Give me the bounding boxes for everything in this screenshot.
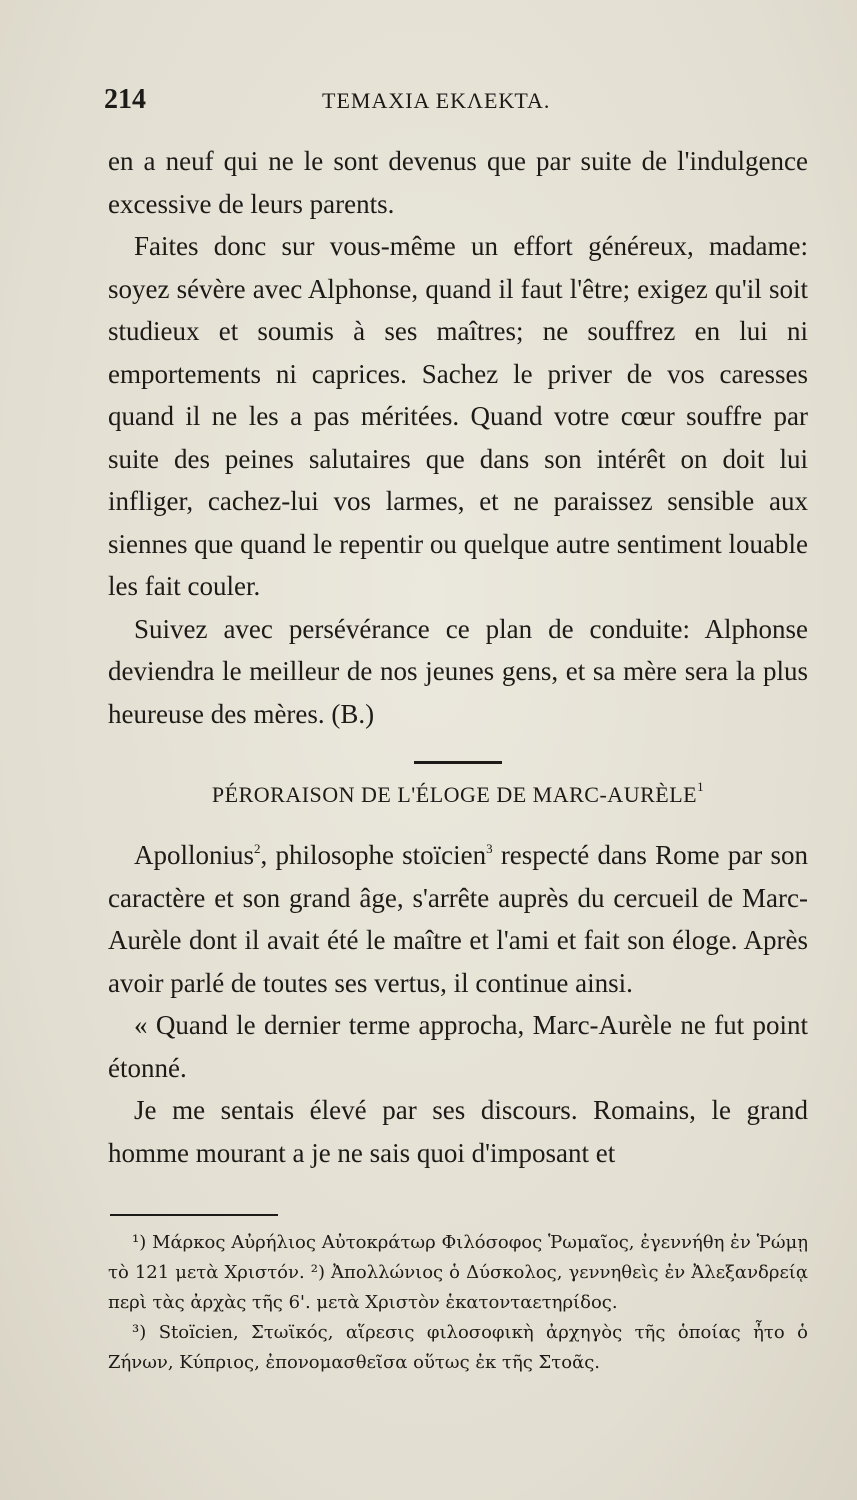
footnote-mark: ²) bbox=[310, 1262, 325, 1283]
paragraph: Faites donc sur vous-même un effort généreux, madame: soyez sévère avec Alphonse, quand il faut l'être; exigez qu'il soit studieux et soumis à ses maîtres; ne souffrez en lui ni emportements ni caprices. Sachez le priver de vos caresses quand il ne les a pas méritées. Quand votre cœur souffre par suite des peines salutaires que dans son intérêt on doit lui infliger, cachez-lui vos larmes, et ne paraissez sensible aux siennes que quand le repentir ou quelque autre sentiment louable les fait couler. bbox=[108, 231, 808, 601]
footnote-text: Ἀπολλώνιος ὁ Δύσκολος, γεννηθεὶς ἐν Ἀλεξανδρείᾳ περὶ τὰς ἀρχὰς τῆς 6'. μετὰ Χριστὸν ἑκατονταετηρίδος. bbox=[108, 1262, 808, 1313]
footnote-text: Μάρκος Αὐρήλιος Αὐτοκράτωρ Φιλόσοφος Ῥωμαῖος, ἐγεννήθη ἐν Ῥώμῃ τὸ 121 μετὰ Χριστόν. bbox=[108, 1232, 808, 1283]
intro-text: respecté dans Rome par son caractère et son grand âge, s'arrête auprès du cercueil de Marc-Aurèle dont il avait été le maître et l'ami et fait son éloge. Après avoir parlé de toutes ses vertus, il continue ainsi. bbox=[108, 840, 808, 998]
footnote-text: Stoïcien, Στωϊκός, αἵρεσις φιλοσοφικὴ ἀρχηγὸς τῆς ὁποίας ἦτο ὁ Ζήνων, Κύπριος, ἐπονομασθεῖσα οὕτως ἐκ τῆς Στοᾶς. bbox=[108, 1322, 808, 1373]
paragraph: en a neuf qui ne le sont devenus que par suite de l'indulgence excessive de leurs parents. bbox=[108, 146, 808, 219]
footnote-ref: 2 bbox=[254, 841, 261, 856]
body-text bbox=[108, 140, 808, 1174]
paragraph: Suivez avec persévérance ce plan de conduite: Alphonse deviendra le meilleur de nos jeunes gens, et sa mère sera la plus heureuse des mères. (B.) bbox=[108, 613, 808, 729]
paragraph: Je me sentais élevé par ses discours. Romains, le grand homme mourant a je ne sais quoi d'imposant et bbox=[108, 1095, 808, 1168]
footnote-ref: 1 bbox=[697, 779, 705, 794]
section-title bbox=[108, 780, 808, 810]
intro-paragraph bbox=[108, 834, 808, 1004]
page-header bbox=[104, 84, 804, 124]
footnote bbox=[108, 1228, 808, 1318]
section-title-text: PÉRORAISON DE L'ÉLOGE DE MARC-AURÈLE bbox=[211, 782, 698, 807]
footnote-rule bbox=[110, 1214, 278, 1216]
footnote-ref: 3 bbox=[486, 841, 493, 856]
paragraph: « Quand le dernier terme approcha, Marc-Aurèle ne fut point étonné. bbox=[108, 1010, 808, 1083]
footnote-mark: ³) bbox=[132, 1322, 147, 1343]
running-head: ΤΕΜΑΧΙΑ ΕΚΛΕΚΤΑ. bbox=[322, 88, 551, 113]
page-number: 214 bbox=[104, 84, 146, 115]
footnote bbox=[108, 1318, 808, 1378]
footnote-mark: ¹) bbox=[132, 1232, 147, 1253]
section-divider bbox=[414, 761, 502, 764]
intro-text: , philosophe stoïcien bbox=[260, 840, 487, 870]
intro-text: Apollonius bbox=[134, 840, 255, 870]
footnotes bbox=[108, 1228, 808, 1378]
